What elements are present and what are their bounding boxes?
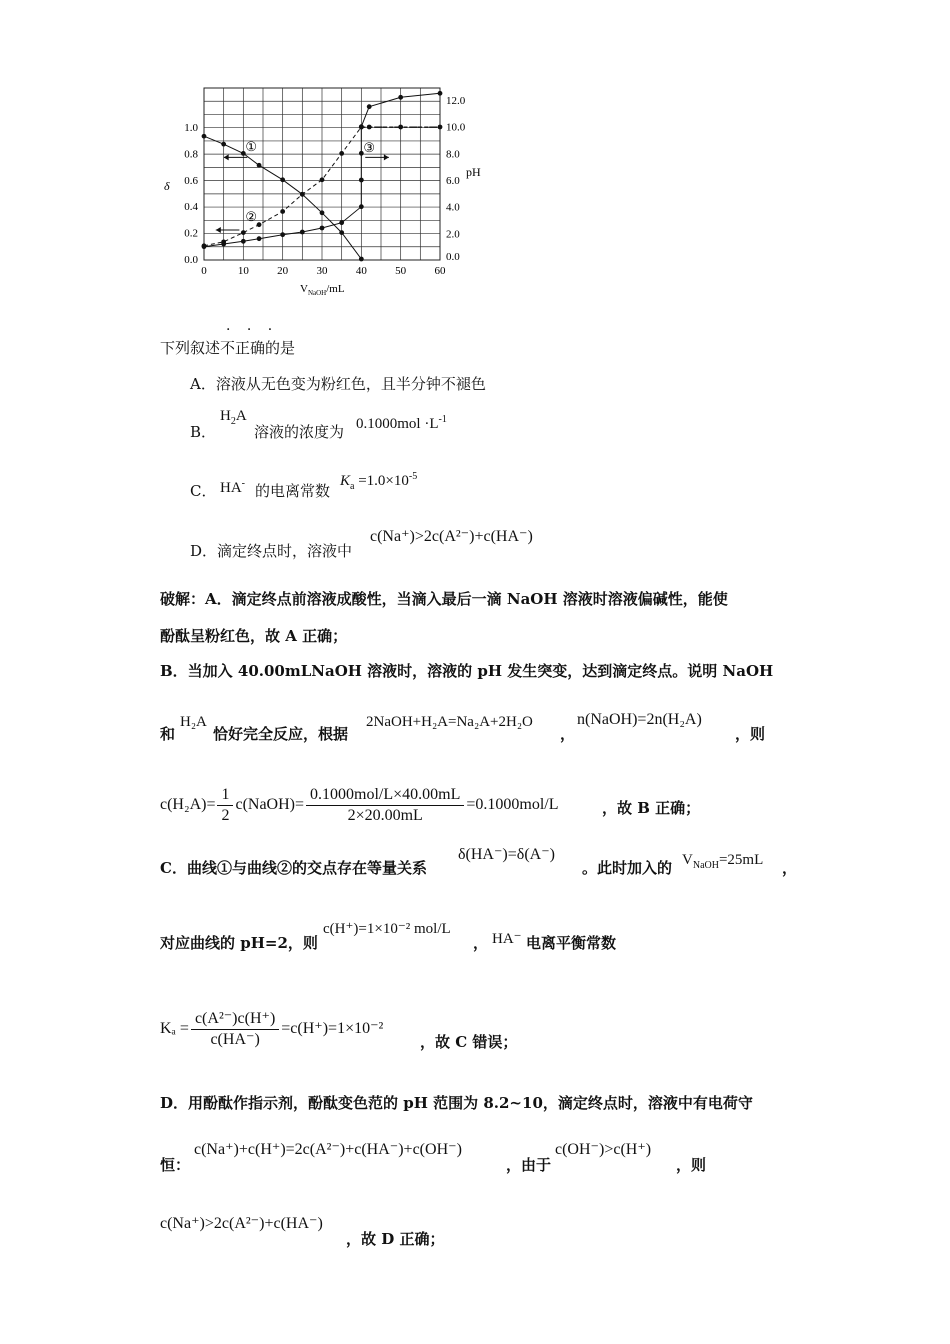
- x-tick-label: 60: [434, 265, 446, 277]
- series-2-point: [339, 151, 344, 156]
- series-1-point: [359, 257, 364, 262]
- curve-label-3: ③: [363, 140, 376, 156]
- solution-c-ka-label: 电离平衡常数: [526, 934, 617, 952]
- series-3-point: [359, 124, 364, 129]
- solution-c-volume: $V_{NaOH}=25mL$: [682, 852, 764, 871]
- series-2-point: [241, 230, 246, 235]
- curve-arrowhead-3: [384, 154, 389, 160]
- series-1-point: [339, 230, 344, 235]
- solution-c-line1: C．曲线①与曲线②的交点存在等量关系: [160, 859, 427, 877]
- solution-d-line1: D．用酚酞作指示剂，酚酞变色范的 pH 范围为 8.2~10，滴定终点时，溶液中有电荷守: [160, 1094, 753, 1112]
- y-left-tick-label: 0.0: [184, 254, 198, 266]
- y-right-tick-label: 0.0: [446, 251, 460, 263]
- solution-c-delta-eq: δ(HA⁻)=δ(A⁻): [458, 846, 555, 863]
- y-right-tick-label: 4.0: [446, 201, 460, 214]
- series-3-point: [320, 226, 325, 231]
- series-3-point: [257, 236, 262, 241]
- x-tick-label: 50: [395, 265, 407, 277]
- series-3-point: [398, 95, 403, 100]
- solution-c-line2: 对应曲线的 pH=2，则: [160, 934, 318, 952]
- series-2-point: [320, 177, 325, 182]
- x-tick-label: 0: [201, 265, 207, 277]
- solution-d-then: ，则: [676, 1156, 707, 1174]
- solution-c-ka-formula: Kₐ = $\frac{\text{c(A²⁻)c(H⁺)}}{c(HA^-)}$ =c(H⁺)=1×10⁻²: [160, 1009, 384, 1048]
- option-b-h2a: $H_2A$: [220, 408, 247, 427]
- option-c-ha: HA-: [220, 478, 246, 496]
- curve-arrowhead-1: [224, 154, 229, 160]
- solution-d-constant: 恒：: [160, 1156, 191, 1174]
- emphasis-dots: · · ·: [226, 322, 279, 338]
- solution-d-oh-gt-h: c(OH⁻)>c(H⁺): [555, 1141, 652, 1158]
- solution-b-text: 恰好完全反应，根据: [213, 725, 349, 743]
- solution-c-added: 。此时加入的: [582, 859, 673, 877]
- x-tick-label: 40: [355, 265, 367, 277]
- y-left-tick-label: 0.8: [184, 148, 198, 161]
- solution-b-mole-ratio: n(NaOH)=2n(H₂A): [577, 711, 702, 728]
- titration-chart: [150, 72, 490, 312]
- series-1-point: [257, 163, 262, 168]
- y-right-tick-label: 6.0: [446, 175, 460, 187]
- solution-c-comma: ，: [782, 859, 798, 877]
- option-c-value: $K_a =1.0\times 10^{-5}$: [340, 471, 418, 492]
- solution-c-h-conc: c(H⁺)=1×10⁻² mol/L: [323, 921, 451, 937]
- question-stem: 下列叙述不正确的是: [160, 339, 296, 357]
- series-3-point: [300, 230, 305, 235]
- y-right-axis-label: pH: [466, 165, 481, 179]
- solution-d-since: ，由于: [506, 1156, 552, 1174]
- x-axis-label: $V_{NaOH}/mL$: [300, 283, 345, 297]
- solution-d-result: c(Na⁺)>2c(A²⁻)+c(HA⁻): [160, 1215, 323, 1232]
- y-left-axis-label: δ: [164, 179, 170, 193]
- curve-label-2: ②: [245, 208, 258, 224]
- solution-c-comma2: ，: [473, 934, 489, 952]
- series-2-point: [280, 209, 285, 214]
- x-tick-label: 30: [316, 265, 328, 277]
- solution-a-line1: 破解：A．滴定终点前溶液成酸性，当滴入最后一滴 NaOH 溶液时溶液偏碱性，能使: [160, 590, 728, 608]
- series-1-point: [280, 177, 285, 182]
- solution-b-then: ，则: [735, 725, 766, 743]
- option-b: B．: [190, 423, 217, 441]
- solution-a-line2: 酚酞呈粉红色，故 A 正确；: [160, 627, 348, 645]
- option-b-text: 溶液的浓度为: [254, 423, 345, 441]
- option-a: A．溶液从无色变为粉红色，且半分钟不褪色: [190, 375, 486, 393]
- option-c-text: 的电离常数: [255, 482, 331, 500]
- curve-arrowhead-2: [216, 227, 221, 233]
- series-1-point: [221, 142, 226, 147]
- solution-b-line1: B．当加入 40.00mLNaOH 溶液时，溶液的 pH 发生突变，达到滴定终点。说明 NaOH: [160, 662, 774, 680]
- option-b-value: $0.1000mol \cdot L^{-1}$: [356, 414, 447, 432]
- series-2-point: [257, 222, 262, 227]
- series-3-point: [202, 244, 207, 249]
- series-1-point: [202, 134, 207, 139]
- solution-b-h2a: H₂A: [180, 714, 207, 730]
- x-tick-label: 10: [237, 265, 249, 277]
- series-3-point: [339, 220, 344, 225]
- solution-d-charge-balance: c(Na⁺)+c(H⁺)=2c(A²⁻)+c(HA⁻)+c(OH⁻): [194, 1141, 462, 1158]
- series-3-point: [221, 242, 226, 247]
- y-left-tick-label: 0.4: [184, 201, 198, 214]
- series-3-point: [241, 239, 246, 244]
- option-d-expr: c(Na⁺)>2c(A²⁻)+c(HA⁻): [370, 528, 533, 545]
- series-3-point: [280, 232, 285, 237]
- x-tick-label: 20: [277, 265, 289, 277]
- solution-b-calculation: c(H₂A)= $\frac{1}{2}$ c(NaOH)= $\frac{\text{0.1000mol/L×40.00mL}}{2\times 20.00mL}$ =0.1000mol/L: [160, 785, 559, 824]
- y-left-tick-label: 0.2: [184, 227, 198, 240]
- series-3-point: [438, 91, 443, 96]
- solution-b-conclusion: ，故 B 正确；: [602, 799, 701, 817]
- curve-label-1: ①: [245, 138, 258, 154]
- option-c: C．: [190, 482, 217, 500]
- series-1-point: [320, 210, 325, 215]
- solution-c-conclusion: ，故 C 错误；: [420, 1033, 518, 1051]
- solution-b-comma: ，: [560, 725, 576, 743]
- y-right-tick-label: 10.0: [446, 121, 466, 134]
- solution-b-equation: 2NaOH+H₂A=Na₂A+2H₂O: [366, 714, 533, 730]
- solution-b-and: 和: [160, 725, 176, 743]
- series-3-point: [367, 104, 372, 109]
- solution-c-ha: HA⁻: [492, 931, 522, 947]
- y-left-tick-label: 0.6: [184, 174, 198, 187]
- solution-d-conclusion: ，故 D 正确；: [346, 1230, 445, 1248]
- y-right-tick-label: 8.0: [446, 148, 460, 161]
- y-left-tick-label: 1.0: [184, 122, 198, 134]
- series-2-point: [300, 192, 305, 197]
- series-3-point: [359, 204, 364, 209]
- option-d: D．滴定终点时，溶液中: [190, 542, 353, 560]
- series-3-point: [359, 178, 364, 183]
- y-right-tick-label: 2.0: [446, 228, 460, 241]
- y-right-tick-label: 12.0: [446, 95, 466, 107]
